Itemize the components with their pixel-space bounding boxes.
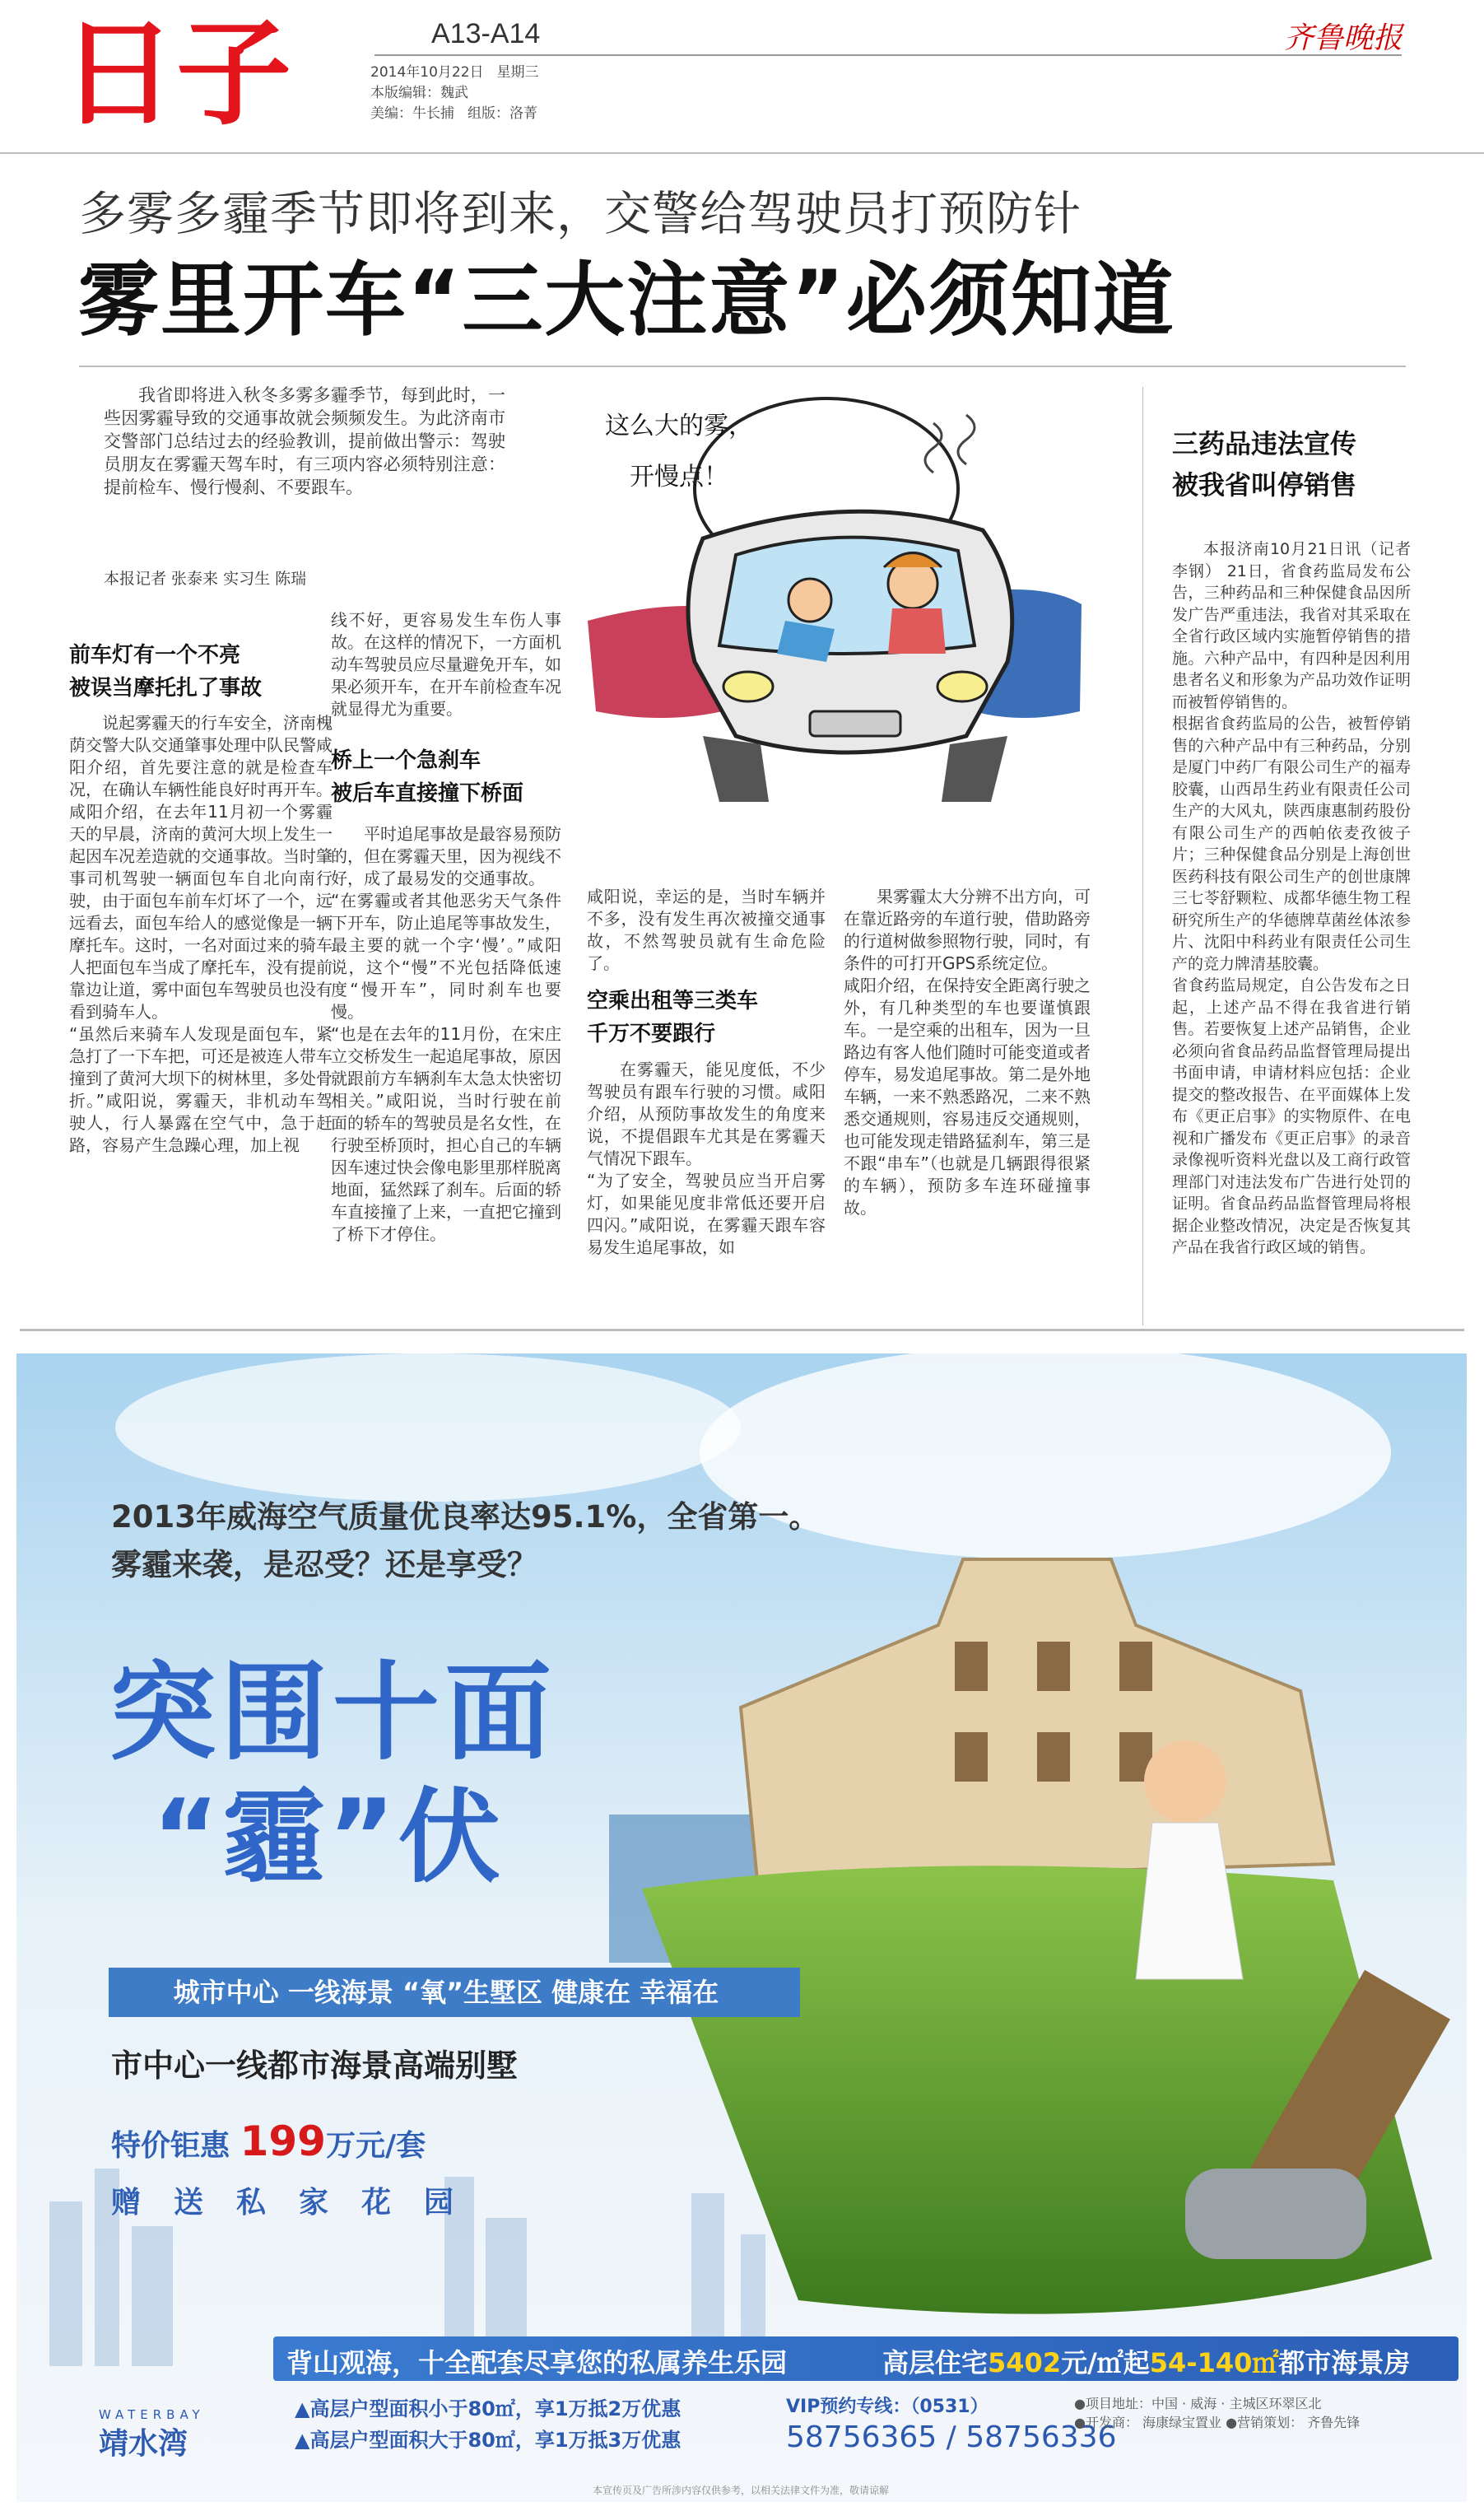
ad-slogan-line-2: “霾”伏: [152, 1778, 504, 1897]
ad-strip-suffix: 都市海景房: [1278, 2347, 1411, 2378]
ad-strip-price: 5402: [988, 2347, 1062, 2378]
ad-question-line: 雾霾来袭，是忍受？还是享受？: [111, 1547, 537, 1582]
byline: 本报记者 张泰来 实习生 陈瑞: [104, 570, 307, 588]
column-4: 果雾霾太大分辨不出方向，可在靠近路旁的车道行驶，借助路旁的行道树做参照物行驶，同时，有条件的可打开GPS系统定位。 咸阳介绍，在保持安全距离行驶之外，有几种类型的车也要谨慎跟车。一是空乘的出租车，因为一旦路边有客人他们随时可能变道或者停车，易发追尾事故。第二是外地车辆，一来不熟悉路况，二来不熟悉交通规则，容易违反交通规则，也可能发现走错路猛刹车，第三是不跟“串车”（也就是几辆跟得很紧的车辆），预防多车连环碰撞事故。: [844, 887, 1091, 1218]
ad-promo-1: ▲高层户型面积小于80㎡，享1万抵2万优惠: [295, 2397, 682, 2420]
ad-strip-label: 高层住宅: [882, 2347, 989, 2378]
ad-headline: 市中心一线都市海景高端别墅: [111, 2047, 519, 2084]
divider: [0, 152, 1484, 154]
issue-meta: [370, 63, 539, 124]
lawn-roller: [1185, 2169, 1366, 2259]
layout-credit: 组版：洛菁: [468, 105, 537, 122]
speech-bubble: [605, 401, 753, 503]
art-credit: 美编：牛长捕: [370, 105, 454, 122]
ad-strip-area: 54-140㎡: [1149, 2347, 1279, 2378]
article-lead: 我省即将进入秋冬多雾多霾季节，每到此时，一些因雾霾导致的交通事故就会频频发生。为此济南市交警部门总结过去的经验教训，提前做出警示：驾驶员朋友在雾霾天驾车时，有三项内容必须特别注意：提前检车、慢行慢刹、不要跟车。: [104, 385, 505, 497]
subheading-1: 前车灯有一个不亮 被误当摩托扎了事故: [69, 643, 263, 701]
ad-price-prefix: 特价钜惠: [111, 2129, 230, 2163]
divider: [79, 366, 1406, 367]
issue-date: 2014年10月22日: [370, 64, 484, 81]
ad-price-suffix: 万元/套: [325, 2129, 426, 2163]
column-2: 线不好，更容易发生车伤人事故。在这样的情况下，一方面机动车驾驶员应尽量避免开车，如果必须开车，在开车前检查车况就显得尤为重要。: [331, 610, 561, 719]
ad-gift-garden: 赠送私家花园: [111, 2186, 487, 2220]
subheading-3: 空乘出租等三类车 千万不要跟行: [587, 989, 759, 1046]
subheading-2: 桥上一个急刹车 被后车直接撞下桥面: [331, 748, 524, 806]
waterbay-logo-cn: 靖水湾: [99, 2427, 188, 2461]
side-article-text: 本报济南10月21日讯（记者 李钢） 21日，省食药监局发布公告，三种药品和三种保健食品因所发广告严重违法，我省对其采取在全省行政区域内实施暂停销售的措施。六种产品中，有四种是因利用患者名义和形象为产品功效作证明而被暂停销售的。 根据省食药监局的公告，被暂停销售的六种产品中有三种药品，分别是厦门中药厂有限公司生产的福寿胶囊，山西昂生药业有限责任公司生产的大风丸，陕西康惠制药股份有限公司生产的西帕依麦孜彼子片；三种保健食品分别是上海创世医药科技有限公司生产的创世康牌三七苓舒颗粒、成都华德生物工程研究所生产的华德牌草菌丝体浓参片、沈阳中科药业有限责任公司生产的竞力牌清基胶囊。 省食药监局规定，自公告发布之日起，上述产品不得在我省进行销售。若要恢复上述产品销售，企业必须向省食品药品监督管理局提出书面申请，申请材料应包括：企业提交的整改报告、在平面媒体上发布《更正启事》的实物原件、在电视和广播发布《更正启事》的录音录像视听资料光盘以及工商行政管理部门对违法发布广告进行处罚的证明。省食品药品监督管理局将根据企业整改情况，决定是否恢复其产品在我省行政区域的销售。: [1172, 540, 1411, 1256]
side-article-title: 三药品违法宣传 被我省叫停销售: [1172, 428, 1357, 501]
ad-strip-right-text: [882, 2342, 1410, 2380]
page-range: A13-A14: [431, 18, 541, 49]
ad-disclaimer: 本宣传页及广告所涉内容仅供参考，以相关法律文件为准，敬请谅解: [593, 2485, 890, 2496]
issue-weekday: 星期三: [496, 64, 539, 81]
masthead: 齐鲁晚报: [1284, 21, 1403, 55]
bubble-line-1: 这么大的雾，: [605, 412, 753, 440]
column-3: 咸阳说，幸运的是，当时车辆并不多，没有发生再次被撞交通事故，不然驾驶员就有生命危险了。: [587, 887, 826, 973]
column-3b: 在雾霾天，能见度低，不少驾驶员有跟车行驶的习惯。咸阳介绍，从预防事故发生的角度来说，不提倡跟车尤其是在雾霾天气情况下跟车。 “为了安全，驾驶员应当开启雾灯，如果能见度非常低还要开启四闪。”咸阳说，在雾霾天跟车容易发生追尾事故，如: [587, 1060, 826, 1257]
divider: [20, 1329, 1464, 1331]
ad-strip-left-text: 背山观海，十全配套尽享您的私属养生乐园: [286, 2347, 788, 2378]
ad-slogan-line-1: 突围十面: [109, 1650, 557, 1775]
ad-strip-unit: 元/㎡起: [1061, 2347, 1150, 2378]
article-kicker: 多雾多霾季节即将到来，交警给驾驶员打预防针: [79, 187, 1082, 241]
ad-address-block: [1074, 2394, 1360, 2432]
ad-phone-numbers: 58756365 / 58756336: [786, 2420, 1117, 2454]
ad-address: ●项目地址：中国 · 威海 · 主城区环翠区北: [1074, 2396, 1322, 2411]
editor-credit: 本版编辑：魏武: [370, 85, 468, 101]
column-1: 说起雾霾天的行车安全，济南槐荫交警大队交通肇事处理中队民警咸阳介绍，首先要注意的就是检查车况，在确认车辆性能良好时再开车。 咸阳介绍，在去年11月初一个雾霾天的早晨，济南的黄河大坝上发生一起因车况差造就的交通事故。当时肇事司机驾驶一辆面包车自北向南行驶，由于面包车前车灯坏了一个，远远看去，面包车给人的感觉像是一辆摩托车。这时，一名对面过来的骑车人把面包车当成了摩托车，没有提前靠边让道，雾中面包车驾驶员也没有看到骑车人。 “虽然后来骑车人发现是面包车，紧急打了一下车把，可还是被连人带车撞到了黄河大坝下的树林里，多处骨折。”咸阳说，雾霾天，非机动车驾驶人，行人暴露在空气中，急于赶路，容易产生急躁心理，加上视: [69, 713, 333, 1155]
ad-price-number: 199: [240, 2117, 326, 2165]
article-headline: 雾里开车“三大注意”必须知道: [78, 254, 1175, 347]
header-rule: [374, 54, 1402, 56]
ad-feature-bar: 城市中心 一线海景 “氧”生墅区 健康在 幸福在: [109, 1968, 800, 2017]
column-divider: [1142, 387, 1143, 1325]
daily-logo: [61, 15, 336, 125]
ad-price: [111, 2117, 426, 2165]
ad-vip-hotline-label: VIP预约专线：（0531）: [786, 2397, 989, 2417]
real-estate-advertisement: [16, 1353, 1467, 2502]
bubble-line-2: 开慢点！: [630, 463, 728, 491]
ad-air-quality-line: 2013年威海空气质量优良率达95.1%，全省第一。: [111, 1499, 820, 1535]
column-2b: 平时追尾事故是最容易预防的，但在雾霾天里，因为视线不好，成了最易发的交通事故。 “在雾霾或者其他恶劣天气条件下开车，防止追尾等事故发生，最主要的就一个字‘慢’。”咸阳说，这个“慢”不光包括降低速度“慢开车”，同时刹车也要慢。 “也是在去年的11月份，在宋庄立交桥发生一起追尾事故，原因就跟前方车辆刹车太急太快密切相关。”咸阳说，当时行驶在前面的轿车的驾驶员是名女性，在行驶至桥顶时，担心自己的车辆因车速过快会像电影里那样脱离地面，猛然踩了刹车。后面的轿车直接撞了上来，一直把它撞到了桥下才停住。: [331, 824, 561, 1244]
logo-text: 日子: [61, 15, 292, 125]
waterbay-logo-en: WATERBAY: [99, 2407, 205, 2422]
child-figure: [1144, 1740, 1226, 1823]
ad-developer: ●开发商： 海康绿宝置业 ●营销策划： 齐鲁先锋: [1074, 2415, 1361, 2430]
ad-promo-2: ▲高层户型面积大于80㎡，享1万抵3万优惠: [295, 2429, 682, 2452]
